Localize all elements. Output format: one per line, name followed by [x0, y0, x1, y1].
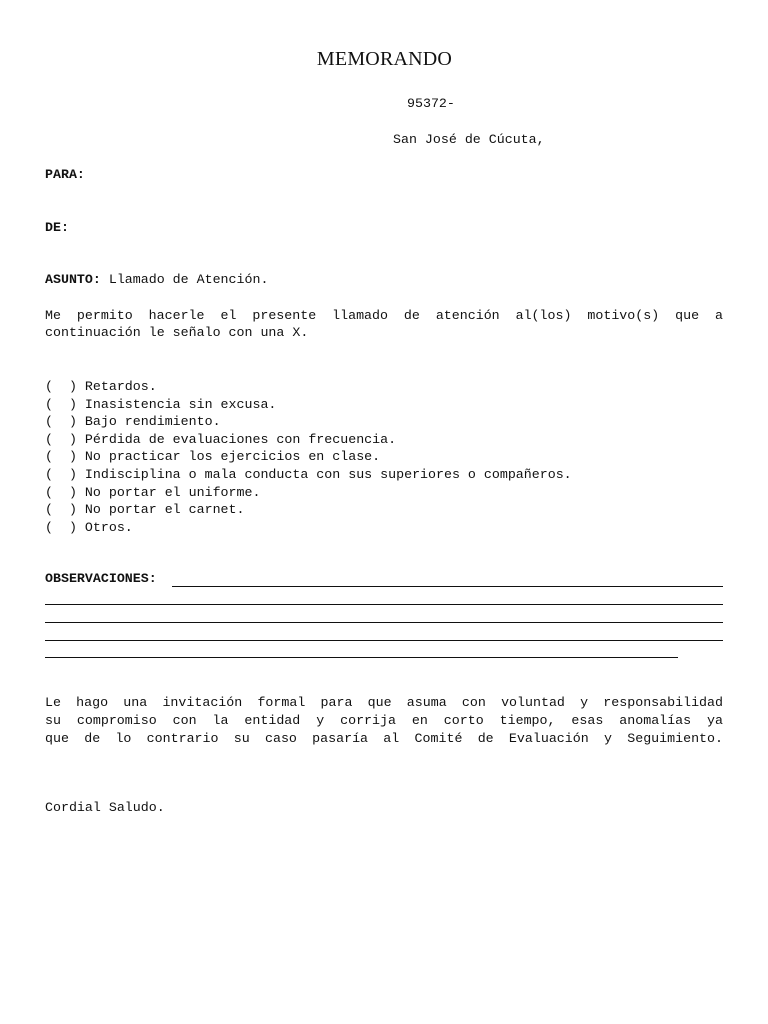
- checkbox-mark: ( ): [45, 396, 77, 412]
- closing-line-3: que de lo contrario su caso pasaría al Comité de Evaluación y Seguimiento.: [45, 731, 723, 746]
- from-label: DE:: [45, 220, 69, 235]
- intro-line-2: continuación le señalo con una X.: [45, 325, 309, 340]
- observations-line: [45, 657, 678, 658]
- memo-number: 95372-: [407, 96, 455, 111]
- subject-value: Llamado de Atención.: [100, 272, 269, 287]
- observations-line: [45, 622, 723, 623]
- reason-text: Pérdida de evaluaciones con frecuencia.: [84, 431, 397, 447]
- subject-line: [45, 272, 268, 287]
- memo-place: San José de Cúcuta,: [393, 132, 545, 147]
- reason-text: No portar el uniforme.: [84, 484, 261, 500]
- checkbox-mark: ( ): [45, 502, 77, 518]
- reasons-list: [45, 378, 572, 536]
- subject-label: ASUNTO:: [45, 272, 101, 287]
- checkbox-mark: ( ): [45, 466, 77, 482]
- list-item: [45, 448, 572, 466]
- list-item: [45, 396, 572, 414]
- list-item: [45, 413, 572, 431]
- reason-text: Indisciplina o mala conducta con sus superiores o compañeros.: [84, 466, 572, 482]
- reason-text: No practicar los ejercicios en clase.: [84, 449, 381, 465]
- checkbox-mark: ( ): [45, 379, 77, 394]
- list-item: [45, 466, 572, 484]
- list-item: [45, 501, 572, 519]
- reason-text: Otros.: [84, 519, 133, 535]
- checkbox-mark: ( ): [45, 519, 77, 535]
- list-item: [45, 378, 572, 396]
- reason-text: Inasistencia sin excusa.: [84, 396, 277, 412]
- observations-label: OBSERVACIONES:: [45, 571, 157, 586]
- closing-line-1: Le hago una invitación formal para que asuma con voluntad y responsabilidad: [45, 695, 723, 710]
- list-item: [45, 484, 572, 502]
- observations-line: [172, 586, 723, 587]
- checkbox-mark: ( ): [45, 484, 77, 500]
- to-label: PARA:: [45, 167, 85, 182]
- farewell: Cordial Saludo.: [45, 800, 165, 815]
- observations-line: [45, 604, 723, 605]
- checkbox-mark: ( ): [45, 449, 77, 465]
- list-item: [45, 431, 572, 449]
- reason-text: Bajo rendimiento.: [84, 414, 221, 430]
- checkbox-mark: ( ): [45, 431, 77, 447]
- intro-line-1: Me permito hacerle el presente llamado de atención al(los) motivo(s) que a: [45, 308, 723, 323]
- closing-line-2: su compromiso con la entidad y corrija en corto tiempo, esas anomalías ya: [45, 713, 723, 728]
- reason-text: Retardos.: [84, 379, 157, 394]
- memo-title: MEMORANDO: [316, 48, 453, 70]
- list-item: [45, 519, 572, 537]
- reason-text: No portar el carnet.: [84, 502, 245, 518]
- checkbox-mark: ( ): [45, 414, 77, 430]
- observations-line: [45, 640, 723, 641]
